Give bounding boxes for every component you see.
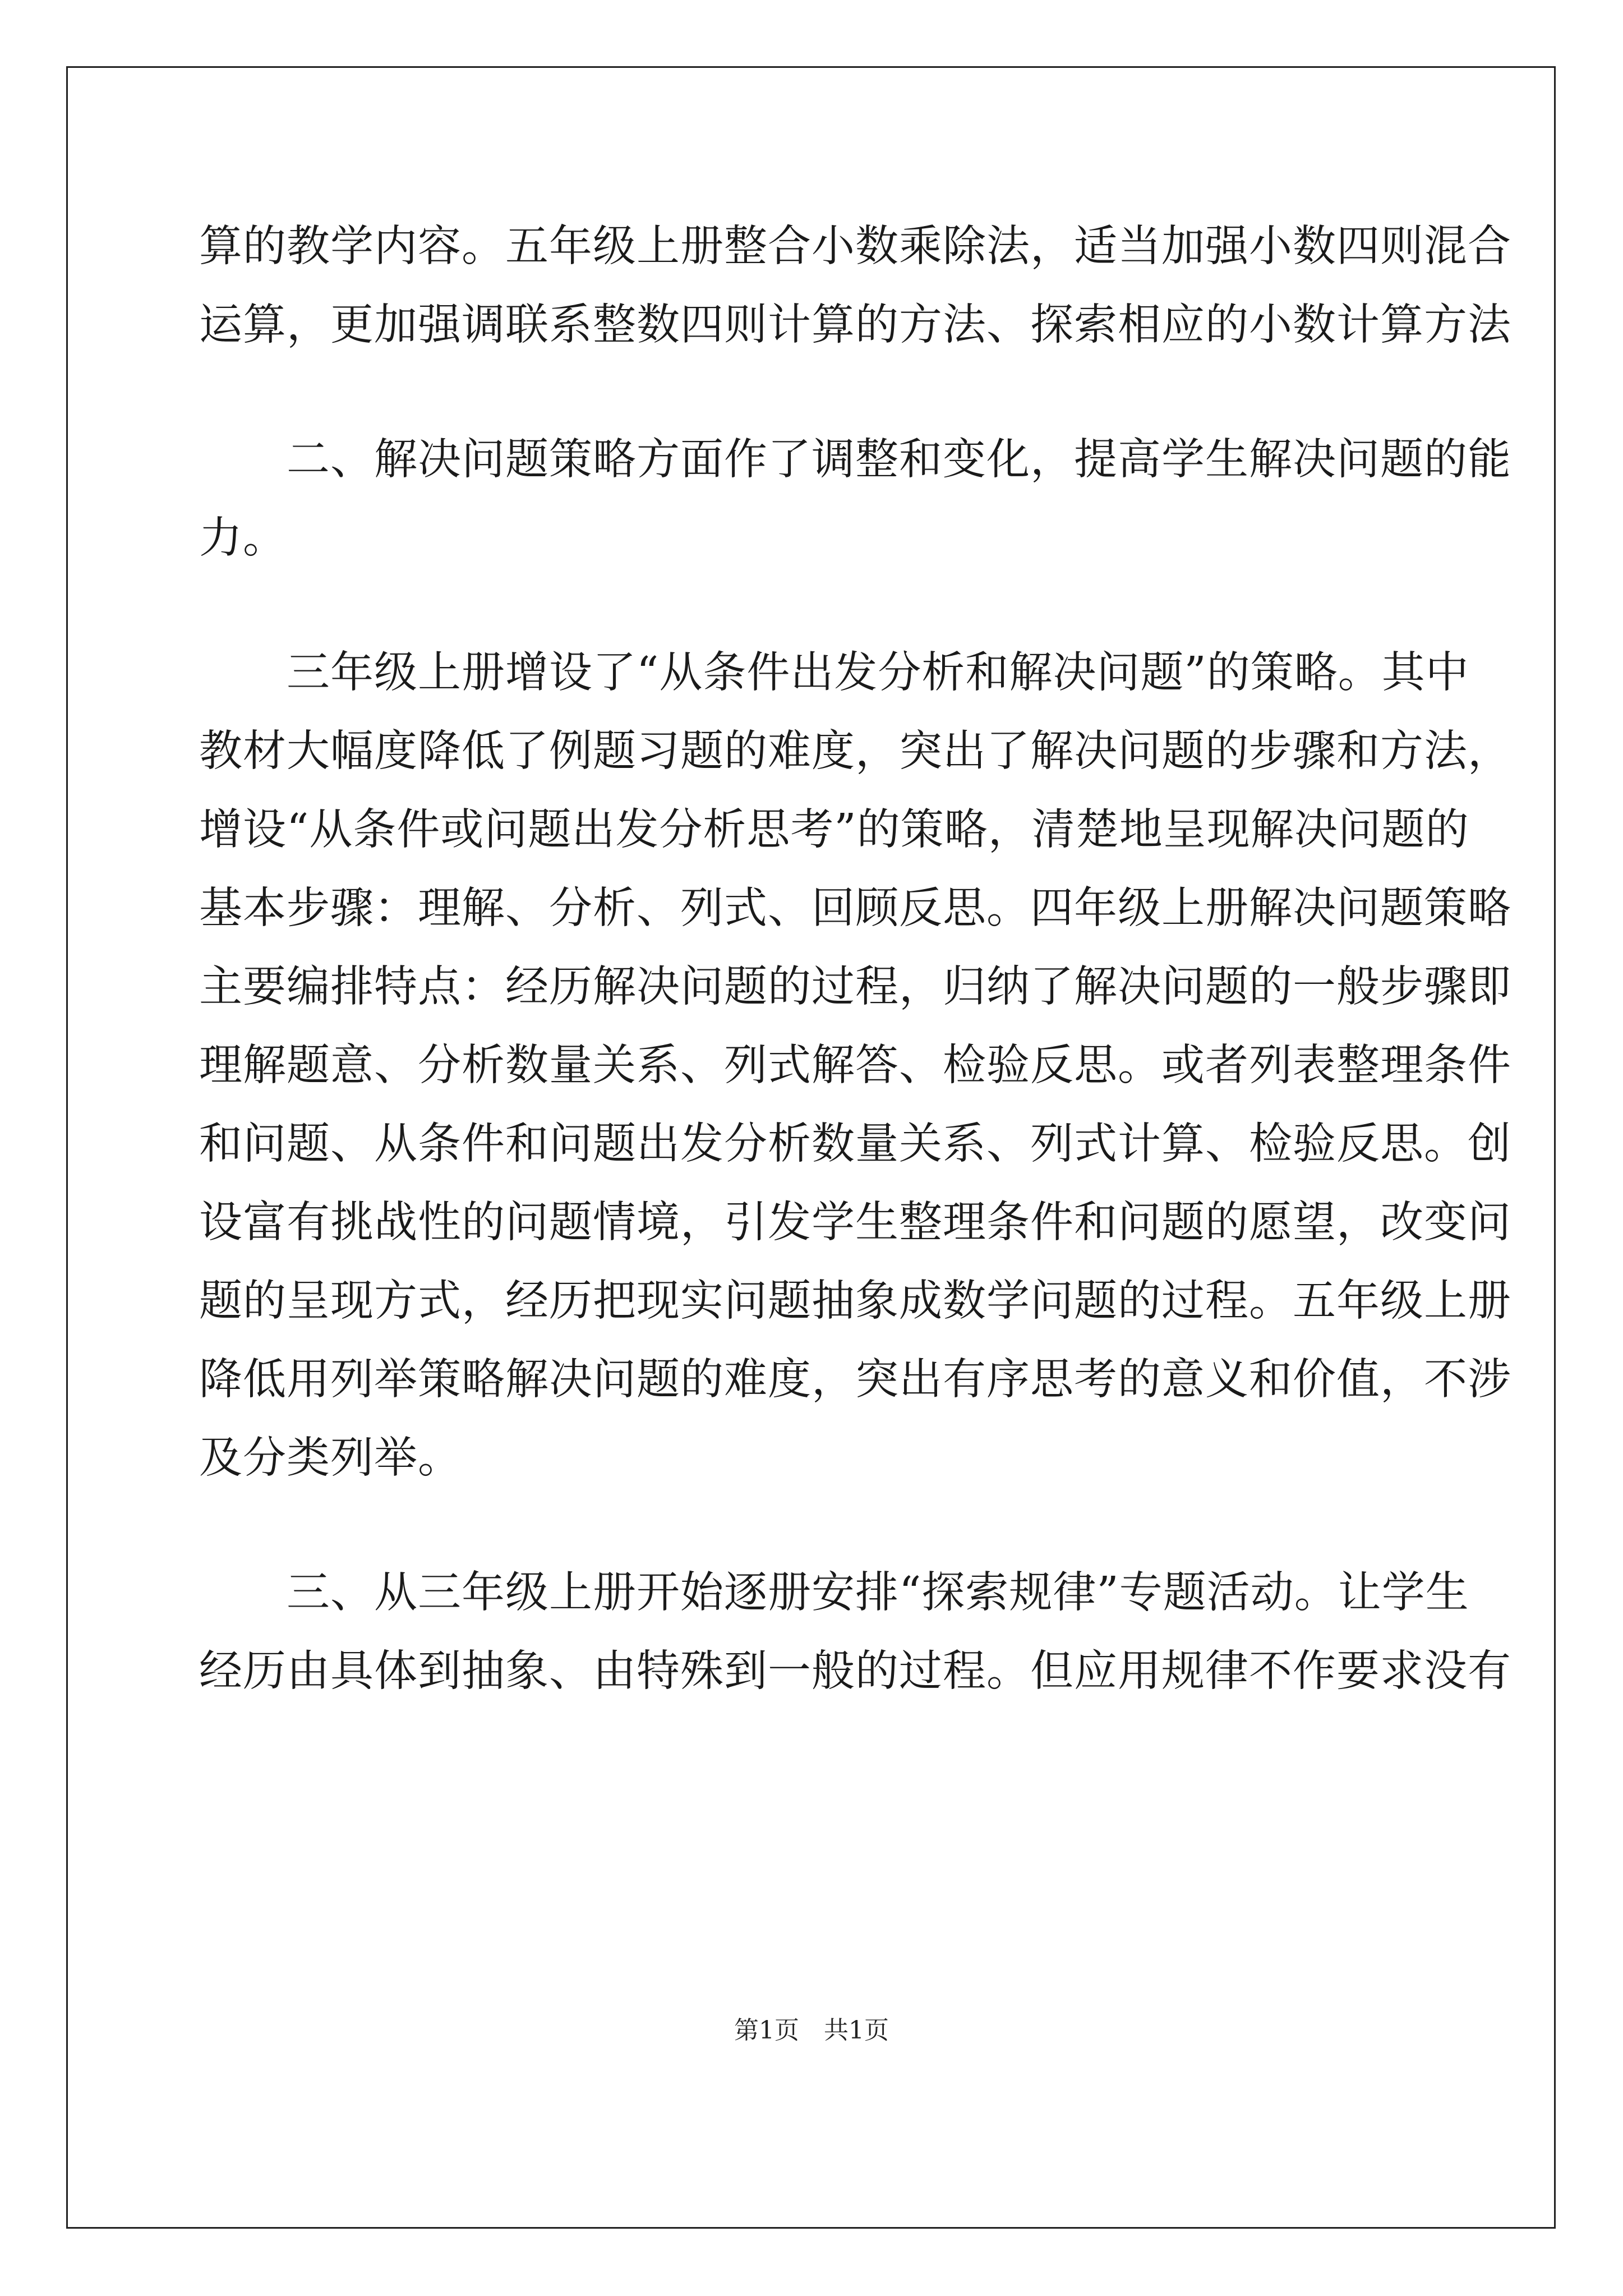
page-footer: 第1页 共1页: [734, 2016, 889, 2045]
text-line: 主要编排特点：经历解决问题的过程，归纳了解决问题的一般步骤即: [199, 962, 1511, 1012]
text-line: 力。: [199, 513, 287, 563]
text-line: 题的呈现方式，经历把现实问题抽象成数学问题的过程。五年级上册: [199, 1276, 1511, 1326]
text-line: 三年级上册增设了“从条件出发分析和解决问题”的策略。其中: [199, 648, 1469, 698]
text-line: 和问题、从条件和问题出发分析数量关系、列式计算、检验反思。创: [199, 1119, 1511, 1169]
paragraph-heading-line: 二、解决问题策略方面作了调整和变化，提高学生解决问题的能: [199, 435, 1511, 485]
text-line: 理解题意、分析数量关系、列式解答、检验反思。或者列表整理条件: [199, 1041, 1511, 1091]
text-line: 及分类列举。: [199, 1433, 462, 1483]
text-line: 设富有挑战性的问题情境，引发学生整理条件和问题的愿望，改变问: [199, 1198, 1511, 1248]
text-line: 运算，更加强调联系整数四则计算的方法、探索相应的小数计算方法: [199, 300, 1511, 350]
text-line: 经历由具体到抽象、由特殊到一般的过程。但应用规律不作要求没有: [199, 1646, 1511, 1696]
text-line: 教材大幅度降低了例题习题的难度，突出了解决问题的步骤和方法，: [199, 726, 1511, 776]
paragraph-heading-line: 三、从三年级上册开始逐册安排“探索规律”专题活动。让学生: [199, 1568, 1469, 1618]
text-line: 降低用列举策略解决问题的难度，突出有序思考的意义和价值，不涉: [199, 1355, 1511, 1405]
text-line: 算的教学内容。五年级上册整合小数乘除法，适当加强小数四则混合: [199, 222, 1511, 272]
text-line: 基本步骤：理解、分析、列式、回顾反思。四年级上册解决问题策略: [199, 884, 1511, 933]
text-line: 增设“从条件或问题出发分析思考”的策略，清楚地呈现解决问题的: [199, 805, 1469, 855]
